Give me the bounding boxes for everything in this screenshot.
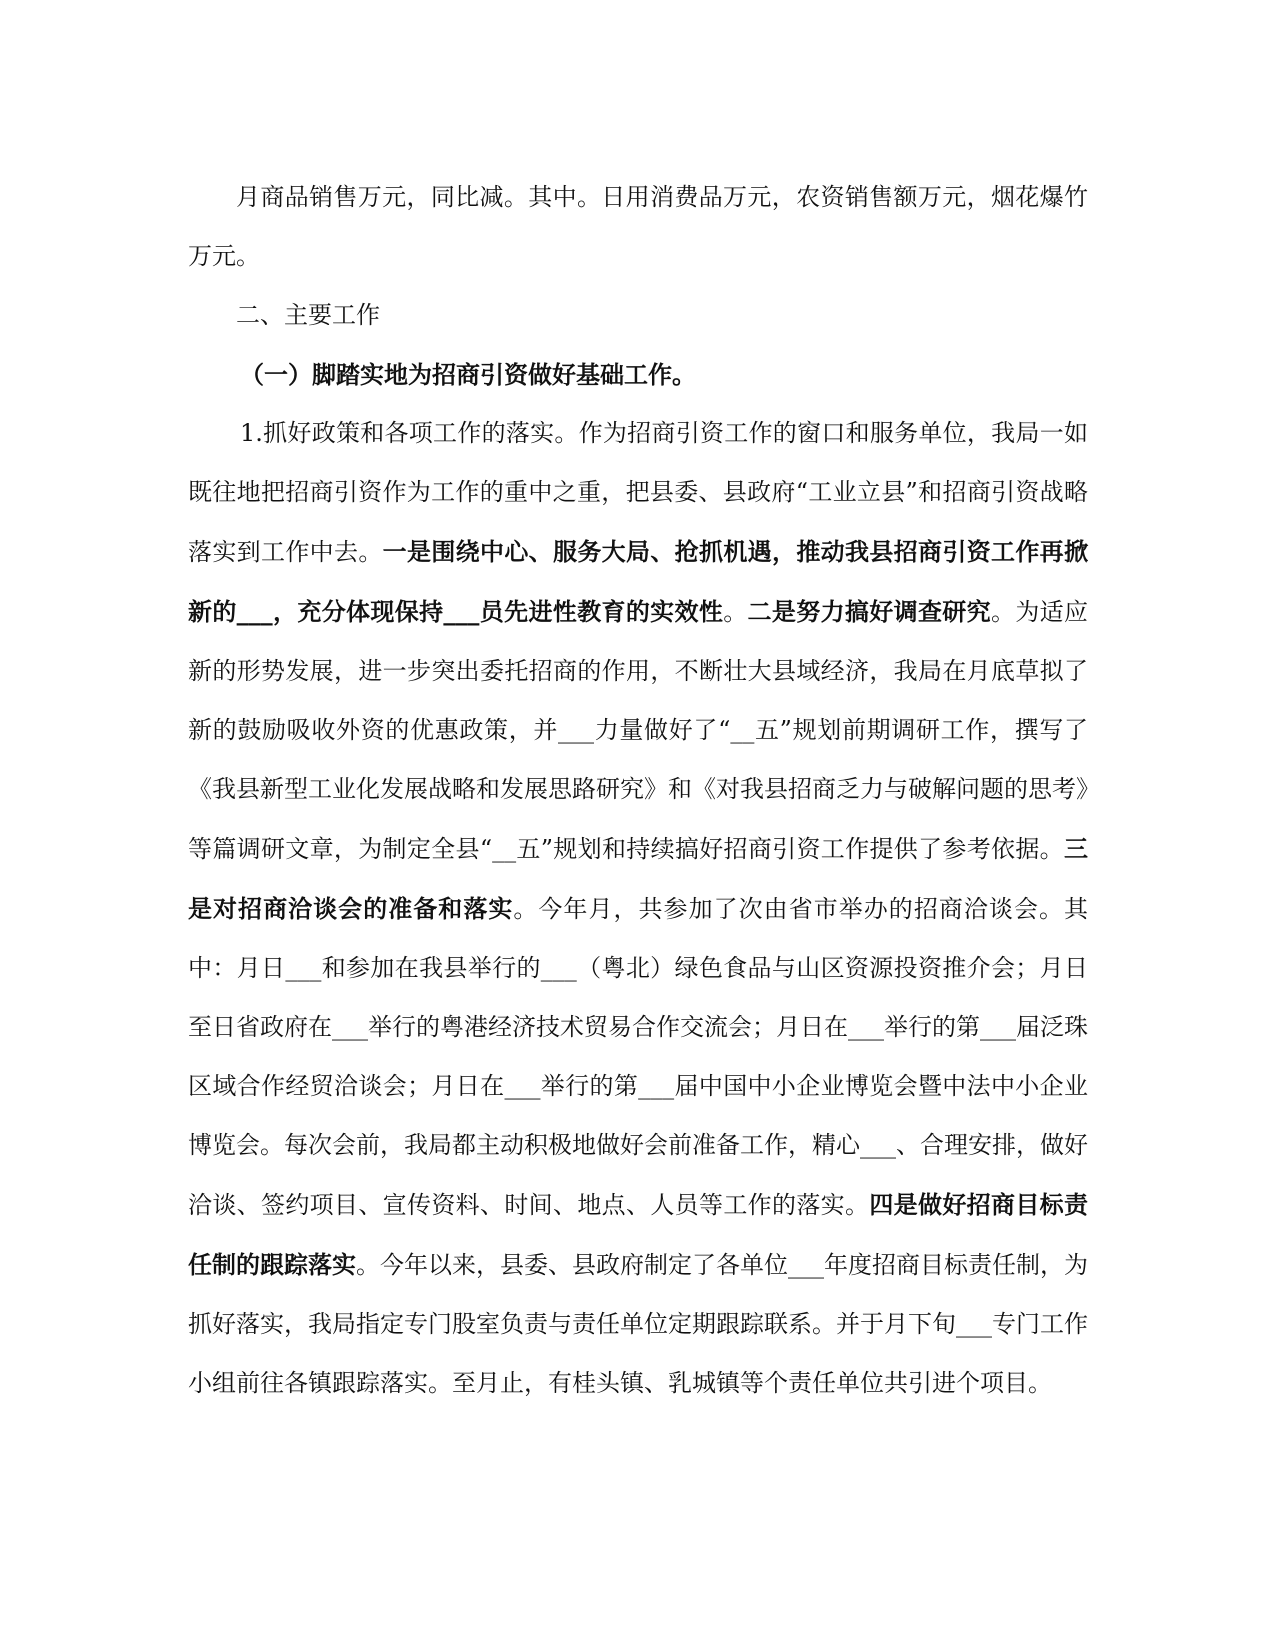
item-1-bold-point-2: 二是努力搞好调查研究 <box>747 597 991 626</box>
intro-paragraph: 月商品销售万元，同比减。其中。日用消费品万元，农资销售额万元，烟花爆竹万元。 <box>188 183 1088 270</box>
item-1-paragraph <box>188 404 1088 1413</box>
item-1-bold-point-4: 四是做好招商目标责任制的跟踪落实 <box>188 1190 1089 1279</box>
item-1-bold-point-3: 三是对招商洽谈会的准备和落实 <box>188 834 1088 923</box>
document-body <box>188 168 1088 1413</box>
item-1-text-1: 1.抓好政策和各项工作的落实。作为招商引资工作的窗口和服务单位，我局一如既往地把招商引资作为工作的重中之重，把县委、县政府“工业立县”和招商引资战略落实到工作中去。 <box>188 419 1088 566</box>
item-1-bold-point-1: 一是围绕中心、服务大局、抢抓机遇，推动我县招商引资工作再掀新的___，充分体现保持___员先进性教育的实效性 <box>188 537 1089 626</box>
item-1-text-3: 。为适应新的形势发展，进一步突出委托招商的作用，不断壮大县域经济，我局在月底草拟了新的鼓励吸收外资的优惠政策，并___力量做好了“__五”规划前期调研工作，撰写了《我县新型工业化发展战略和发展思路研究》和《对我县招商乏力与破解问题的思考》等篇调研文章，为制定全县“__五”规划和持续搞好招商引资工作提供了参考依据。 <box>188 598 1089 863</box>
section-heading: 二、主要工作 <box>236 301 380 329</box>
subsection-heading: （一）脚踏实地为招商引资做好基础工作。 <box>240 360 696 389</box>
item-1-text-2: 。 <box>723 598 748 626</box>
item-1-text-5: 。今年以来，县委、县政府制定了各单位___年度招商目标责任制，为抓好落实，我局指定专门股室负责与责任单位定期跟踪联系。并于月下旬___专门工作小组前往各镇跟踪落实。至月止，有桂头镇、乳城镇等个责任单位共引进个项目。 <box>188 1251 1088 1397</box>
item-1-text-4: 。今年月，共参加了次由省市举办的招商洽谈会。其中：月日___和参加在我县举行的___（粤北）绿色食品与山区资源投资推介会；月日至日省政府在___举行的粤港经济技术贸易合作交流会；月日在___举行的第___届泛珠区域合作经贸洽谈会；月日在___举行的第___届中国中小企业博览会暨中法中小企业博览会。每次会前，我局都主动积极地做好会前准备工作，精心___、合理安排，做好洽谈、签约项目、宣传资料、时间、地点、人员等工作的落实。 <box>188 895 1089 1219</box>
